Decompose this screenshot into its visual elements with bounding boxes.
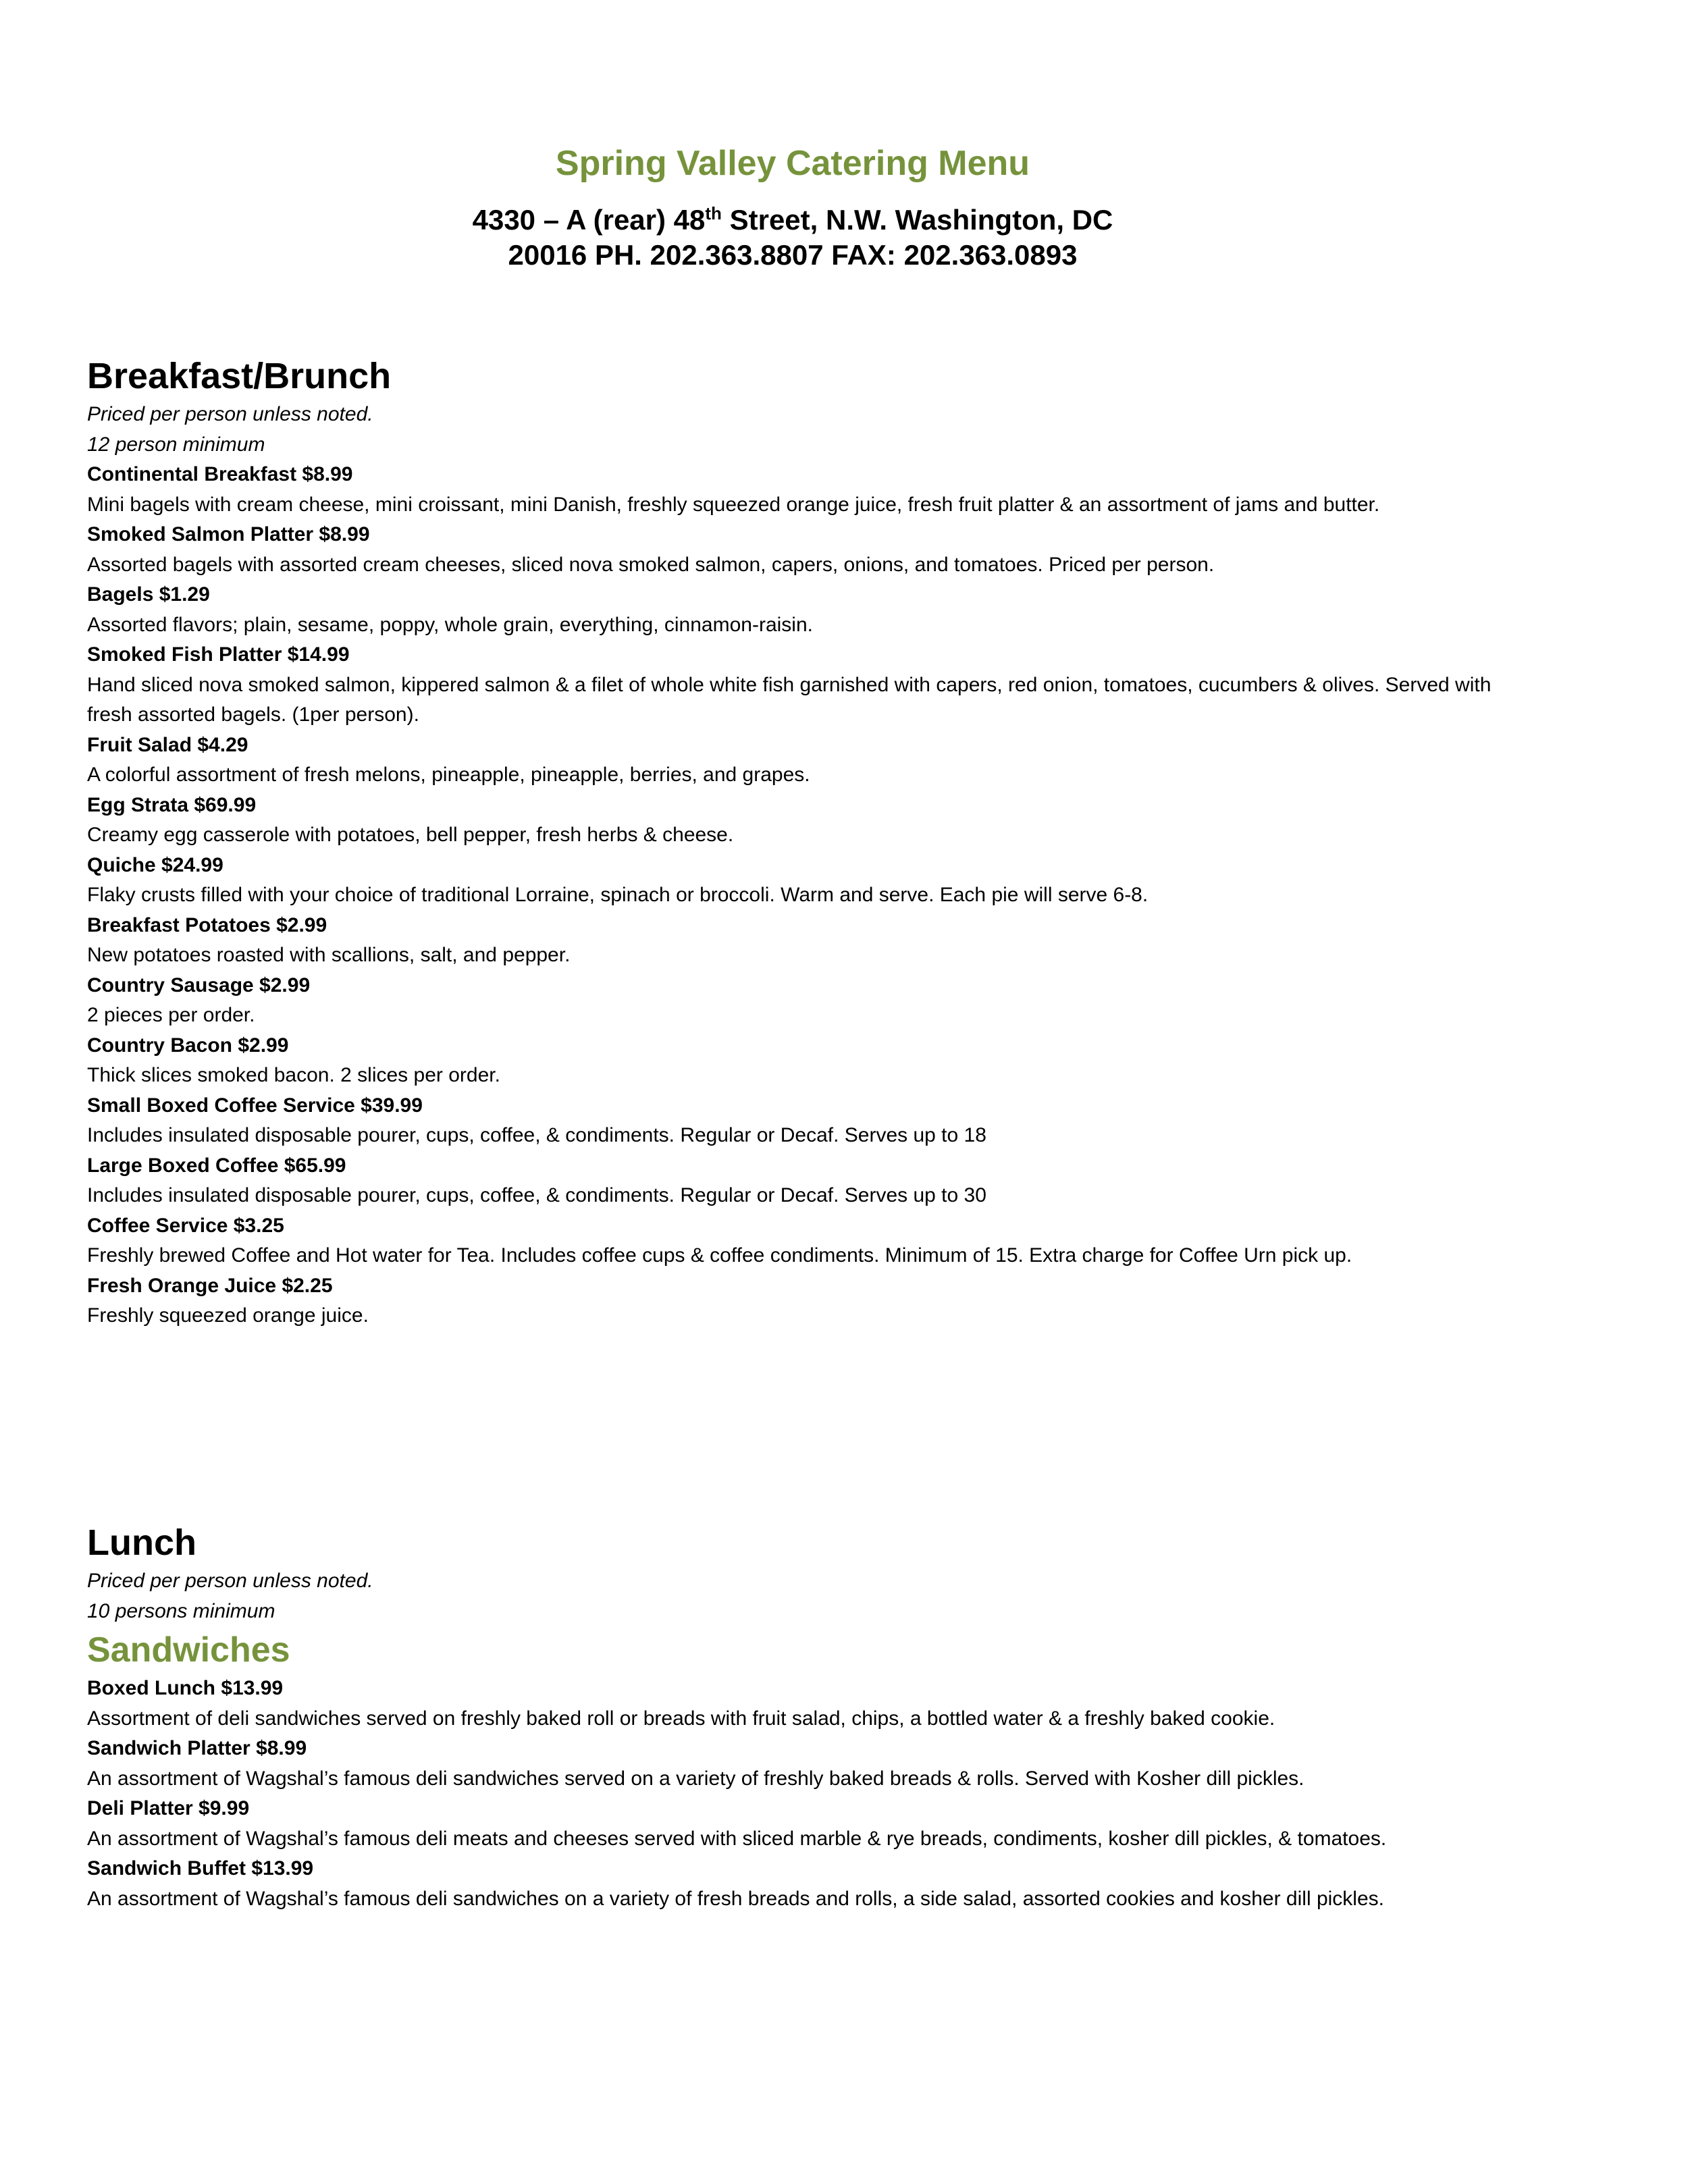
menu-item-name: Egg Strata $69.99: [87, 793, 257, 816]
menu-item-desc: Includes insulated disposable pourer, cups, coffee, & condiments. Regular or Decaf. Serves up to 18: [87, 1124, 986, 1146]
menu-item-name: Boxed Lunch $13.99: [87, 1677, 284, 1699]
menu-item-desc: A colorful assortment of fresh melons, pineapple, pineapple, berries, and grapes.: [87, 764, 810, 786]
menu-item-desc: An assortment of Wagshal’s famous deli meats and cheeses served with sliced marble & rye breads, condiments, kosher dill pickles, & tomatoes.: [87, 1827, 1387, 1850]
menu-item-name: Coffee Service $3.25: [87, 1214, 284, 1237]
menu-item-desc: New potatoes roasted with scallions, salt, and pepper.: [87, 944, 571, 966]
menu-item-name: Quiche $24.99: [87, 853, 223, 876]
menu-item-name: Bagels $1.29: [87, 583, 210, 606]
menu-item-name: Deli Platter $9.99: [87, 1797, 250, 1819]
menu-item-desc: Assorted flavors; plain, sesame, poppy, whole grain, everything, cinnamon-raisin.: [87, 613, 813, 636]
address-superscript: th: [705, 203, 722, 223]
menu-item-desc: Includes insulated disposable pourer, cups, coffee, & condiments. Regular or Decaf. Serves up to 30: [87, 1184, 986, 1206]
menu-item-name: Continental Breakfast $8.99: [87, 463, 353, 485]
section-note: Priced per person unless noted.: [87, 1570, 373, 1592]
menu-item-name: Large Boxed Coffee $65.99: [87, 1154, 346, 1177]
menu-item-desc: Assortment of deli sandwiches served on freshly baked roll or breads with fruit salad, chips, a bottled water & a freshly baked cookie.: [87, 1707, 1275, 1730]
menu-item-desc: An assortment of Wagshal’s famous deli sandwiches served on a variety of freshly baked breads & rolls. Served with Kosher dill pickles.: [87, 1767, 1304, 1790]
address-block: [0, 196, 1585, 273]
menu-item-name: Sandwich Platter $8.99: [87, 1737, 307, 1759]
menu-item-name: Smoked Salmon Platter $8.99: [87, 523, 370, 545]
section-title: Lunch: [87, 1522, 196, 1563]
menu-item-desc: Freshly squeezed orange juice.: [87, 1304, 369, 1327]
menu-item-name: Fruit Salad $4.29: [87, 733, 248, 756]
address-part: Street, N.W. Washington, DC: [721, 204, 1113, 236]
menu-item-name: Sandwich Buffet $13.99: [87, 1857, 314, 1880]
address-line-2: 20016 PH. 202.363.8807 FAX: 202.363.0893: [508, 239, 1078, 271]
menu-item-name: Small Boxed Coffee Service $39.99: [87, 1094, 423, 1117]
subsection-title: Sandwiches: [87, 1630, 290, 1670]
menu-item-desc: Flaky crusts filled with your choice of traditional Lorraine, spinach or broccoli. Warm and serve. Each pie will serve 6-8.: [87, 884, 1149, 906]
menu-item-name: Country Bacon $2.99: [87, 1034, 289, 1057]
menu-item-name: Breakfast Potatoes $2.99: [87, 913, 327, 936]
address-line-1: [0, 196, 1585, 238]
section-note: 12 person minimum: [87, 433, 265, 456]
menu-item-desc: Hand sliced nova smoked salmon, kippered salmon & a filet of whole white fish garnished with capers, red onion, tomatoes, cucumbers & olives. Served with fresh assorted bagels. (1per person).: [87, 673, 1492, 726]
section-note: Priced per person unless noted.: [87, 403, 373, 425]
lunch-section: [87, 1519, 1519, 1914]
menu-item-name: Country Sausage $2.99: [87, 974, 311, 996]
menu-item-name: Fresh Orange Juice $2.25: [87, 1274, 333, 1297]
menu-item-desc: Freshly brewed Coffee and Hot water for Tea. Includes coffee cups & coffee condiments. Minimum of 15. Extra charge for Coffee Urn pick up.: [87, 1244, 1352, 1267]
address-part: 4330 – A (rear) 48: [472, 204, 706, 236]
section-title: Breakfast/Brunch: [87, 356, 392, 396]
menu-item-desc: Mini bagels with cream cheese, mini croissant, mini Danish, freshly squeezed orange juice, fresh fruit platter & an assortment of jams and butter.: [87, 493, 1380, 516]
menu-item-desc: Thick slices smoked bacon. 2 slices per order.: [87, 1064, 500, 1086]
menu-item-name: Smoked Fish Platter $14.99: [87, 643, 350, 666]
menu-item-desc: Assorted bagels with assorted cream cheeses, sliced nova smoked salmon, capers, onions, and tomatoes. Priced per person.: [87, 553, 1215, 576]
section-note: 10 persons minimum: [87, 1599, 275, 1622]
breakfast-section: [87, 352, 1519, 1331]
menu-item-desc: 2 pieces per order.: [87, 1004, 255, 1026]
menu-item-desc: Creamy egg casserole with potatoes, bell pepper, fresh herbs & cheese.: [87, 824, 734, 846]
menu-title: Spring Valley Catering Menu: [555, 144, 1030, 183]
menu-item-desc: An assortment of Wagshal’s famous deli sandwiches on a variety of fresh breads and rolls, a side salad, assorted cookies and kosher dill pickles.: [87, 1887, 1384, 1910]
